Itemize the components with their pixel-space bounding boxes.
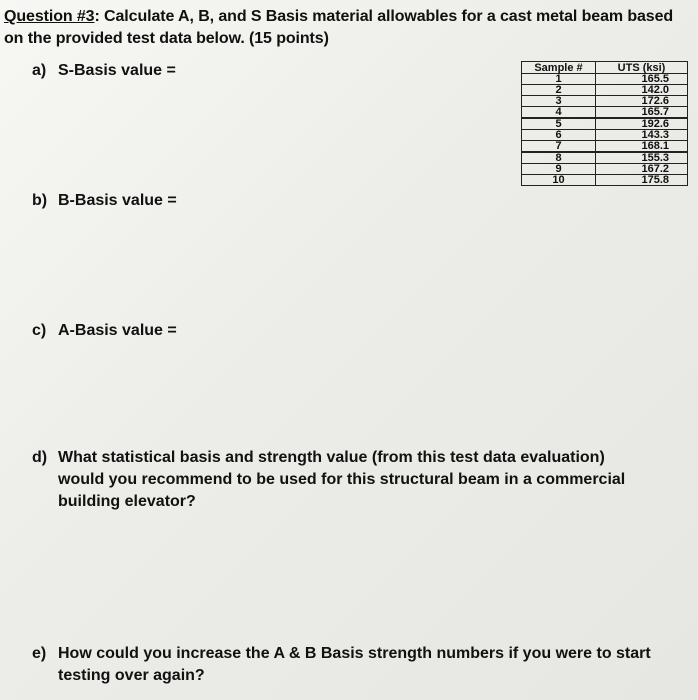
part-e [32,643,652,687]
uts-cell: 192.6 [596,118,688,130]
table-row [522,175,688,186]
uts-cell: 165.5 [596,74,688,85]
part-c [32,320,177,342]
part-e-label: e) [32,645,47,662]
uts-cell: 142.0 [596,85,688,96]
part-b-label: b) [32,192,48,209]
part-d-text: What statistical basis and strength value (from this test data evaluation) would you recommend to be used for this structural beam in a commercial building elevator? [58,449,626,510]
sample-cell: 1 [522,74,596,85]
part-d-label: d) [32,449,48,466]
sample-cell: 9 [522,164,596,175]
sample-cell: 4 [522,107,596,119]
part-b [32,190,177,212]
table-row [522,141,688,153]
uts-cell: 172.6 [596,96,688,107]
header-uts: UTS (ksi) [596,62,688,74]
test-data-table [521,61,688,186]
table-row [522,96,688,107]
question-title [4,6,684,50]
header-sample: Sample # [522,62,596,74]
part-a [32,60,176,82]
uts-cell: 168.1 [596,141,688,153]
sample-cell: 8 [522,152,596,164]
part-c-label: c) [32,322,47,339]
uts-cell: 175.8 [596,175,688,186]
table-row [522,74,688,85]
part-d [32,447,652,513]
uts-cell: 155.3 [596,152,688,164]
uts-cell: 143.3 [596,130,688,141]
part-c-text: A-Basis value = [58,322,177,339]
sample-cell: 10 [522,175,596,186]
sample-cell: 7 [522,141,596,153]
table-row [522,164,688,175]
part-a-text: S-Basis value = [58,62,176,79]
part-b-text: B-Basis value = [58,192,177,209]
table-row [522,118,688,130]
table-row [522,85,688,96]
part-a-label: a) [32,62,47,79]
question-number: Question #3 [4,8,95,25]
sample-cell: 2 [522,85,596,96]
table-row [522,107,688,119]
question-text: : Calculate A, B, and S Basis material allowables for a cast metal beam based on the provided test data below. (15 points) [4,8,674,47]
uts-cell: 167.2 [596,164,688,175]
sample-cell: 3 [522,96,596,107]
table-row [522,130,688,141]
sample-cell: 5 [522,118,596,130]
table-row [522,152,688,164]
uts-cell: 165.7 [596,107,688,119]
table-header-row [522,62,688,74]
part-e-text: How could you increase the A & B Basis strength numbers if you were to start testing over again? [58,645,651,684]
sample-cell: 6 [522,130,596,141]
